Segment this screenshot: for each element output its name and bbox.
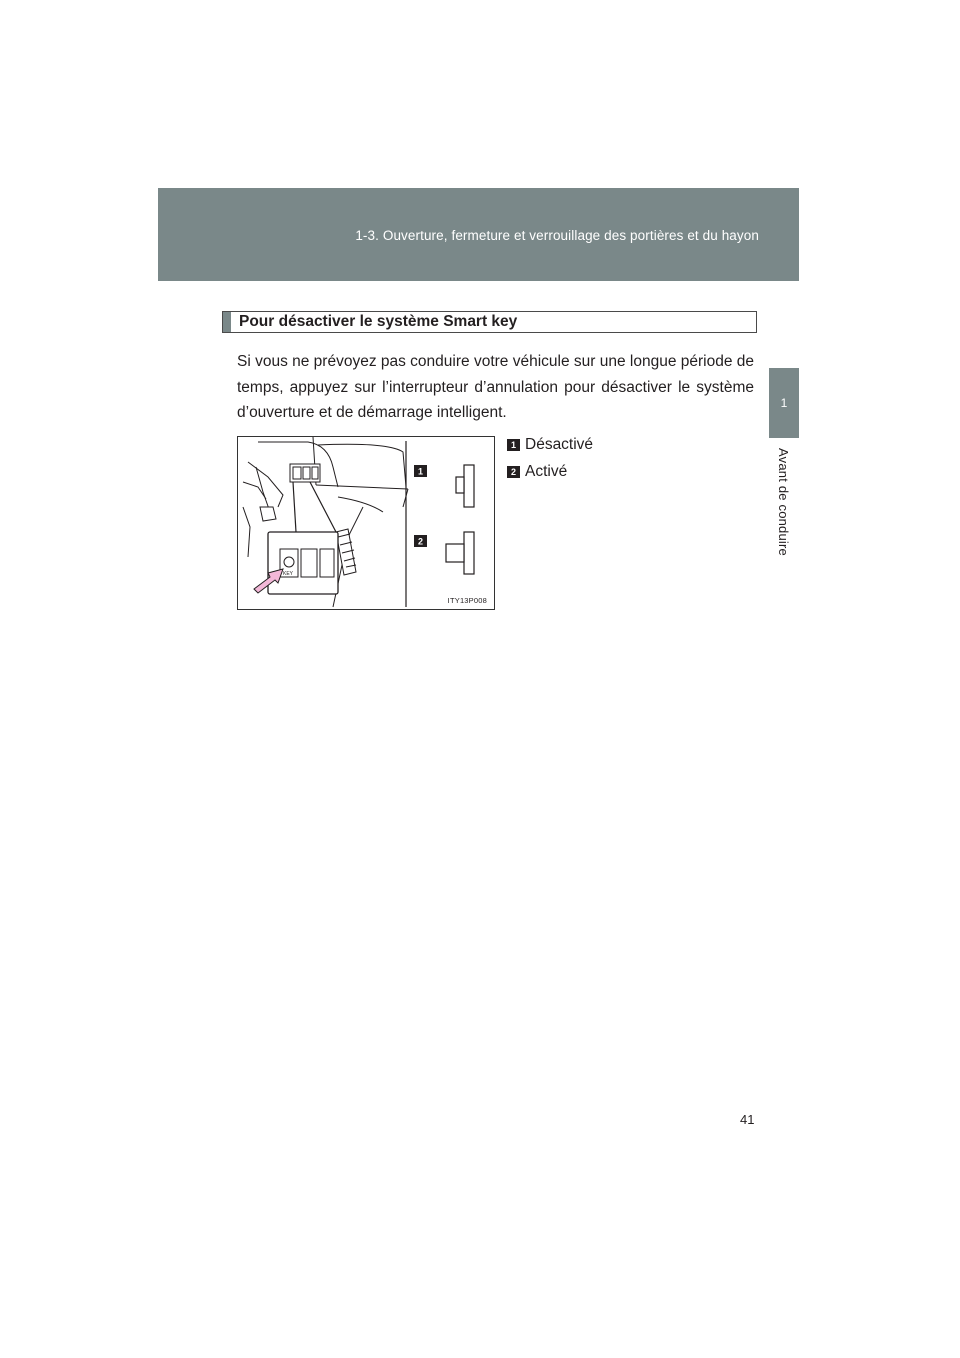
svg-text:2: 2 <box>417 536 424 547</box>
legend <box>507 431 593 485</box>
legend-badge-2: 2 <box>507 466 520 478</box>
key-switch-label: KEY <box>283 571 294 577</box>
pedal <box>336 529 356 575</box>
figure-badge-2 <box>414 535 427 547</box>
section-heading-text: Pour désactiver le système Smart key <box>239 313 518 330</box>
chapter-title: 1-3. Ouverture, fermeture et verrouillage des portières et du hayon <box>355 228 759 243</box>
legend-item-2 <box>507 458 593 485</box>
switch-illustration <box>238 437 494 609</box>
chapter-tab <box>769 368 799 438</box>
switch-panel-small <box>290 464 320 482</box>
heading-accent-bar <box>223 312 231 332</box>
page-number: 41 <box>740 1112 755 1127</box>
chapter-tab-number: 1 <box>780 396 788 410</box>
zoom-lines <box>293 482 336 532</box>
small-pedal <box>260 507 276 521</box>
legend-label-1: Désactivé <box>525 435 594 453</box>
figure-code: ITY13P008 <box>447 596 487 605</box>
body-paragraph: Si vous ne prévoyez pas conduire votre véhicule sur une longue période de temps, appuyez sur l’interrupteur d’annulation pour désactiver le système d’ouverture et de démarrage intelligent. <box>237 353 754 421</box>
switch-state-off-icon <box>456 465 474 507</box>
illustration-figure <box>237 436 495 610</box>
chapter-header-band <box>158 188 799 281</box>
chapter-tab-label: Avant de conduire <box>776 448 791 556</box>
legend-label-2: Activé <box>525 462 568 480</box>
inset-switches <box>280 549 334 577</box>
svg-text:1: 1 <box>417 466 424 477</box>
section-heading <box>222 311 757 333</box>
legend-badge-1: 1 <box>507 439 520 451</box>
figure-badge-1 <box>414 465 427 477</box>
switch-state-on-icon <box>446 532 474 574</box>
legend-item-1 <box>507 431 593 458</box>
